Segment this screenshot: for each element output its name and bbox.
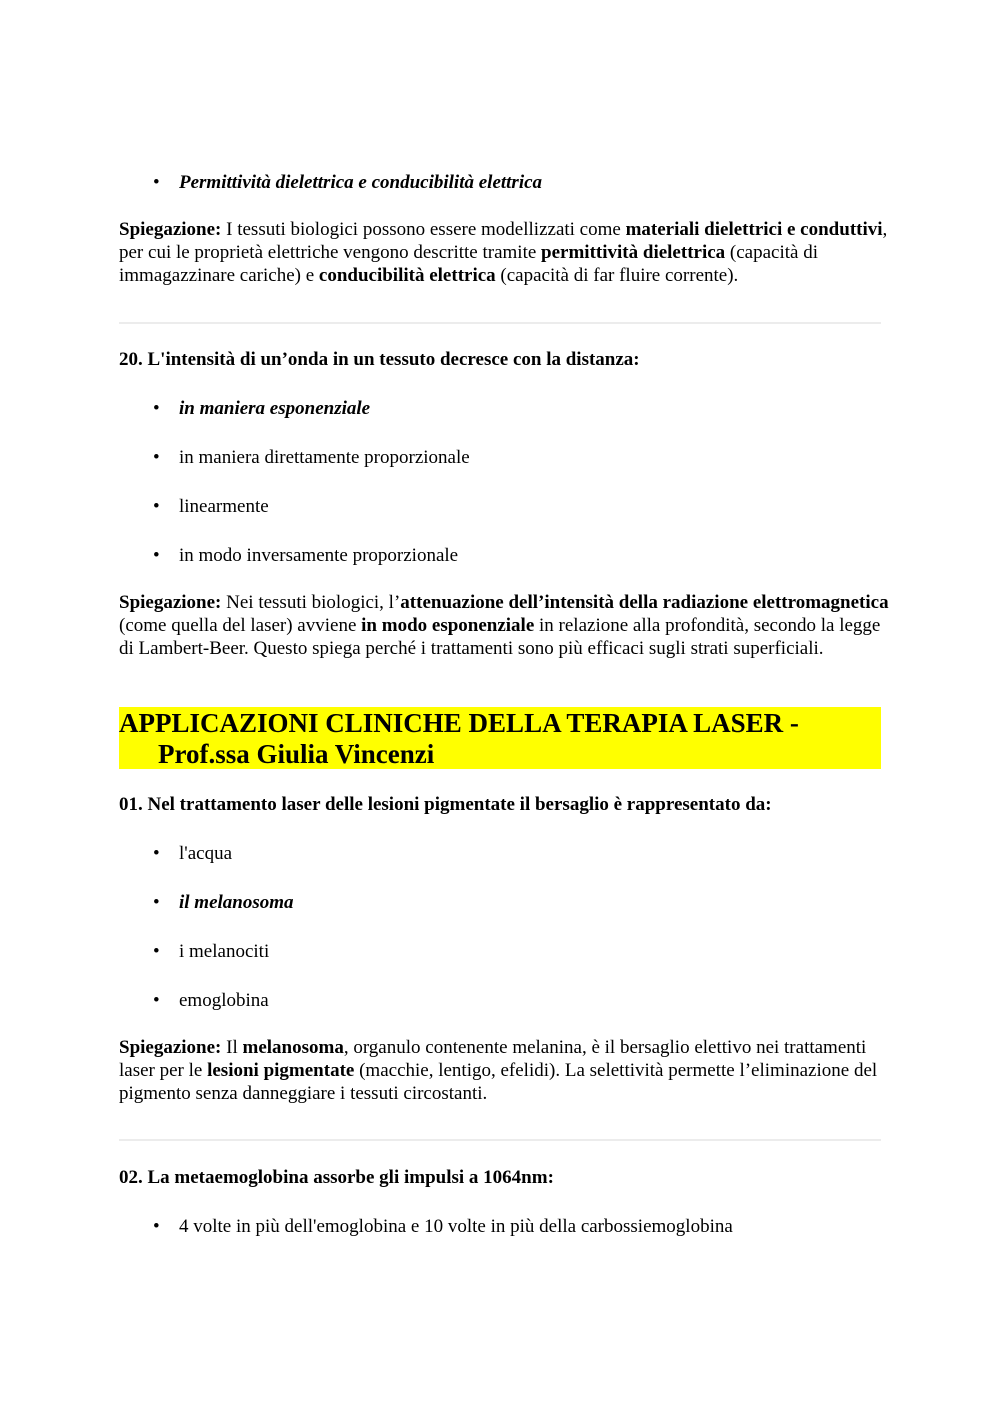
list-bullet: • [153, 892, 160, 913]
explanation-bold: materiali dielettrici e conduttivi [625, 219, 883, 240]
explanation-text: (come quella del laser) avviene [119, 615, 362, 636]
list-bullet: • [153, 990, 160, 1011]
answer-option: linearmente [179, 496, 269, 517]
explanation-bold: permittività dielettrica [541, 242, 726, 263]
explanation-paragraph [119, 1036, 889, 1105]
list-bullet: • [153, 545, 160, 566]
explanation-bold: melanosoma [242, 1037, 344, 1058]
section-subtitle: Prof.ssa Giulia Vincenzi [158, 739, 435, 769]
answer-option: l'acqua [179, 843, 233, 864]
list-bullet: • [153, 172, 160, 193]
explanation-bold: lesioni pigmentate [207, 1060, 355, 1081]
explanation-text: in relazione alla profondità, secondo la legge di Lambert-Beer. Questo spiega perché i trattamenti sono più efficaci sugli strati superficiali. [119, 615, 881, 659]
question-heading: 01. Nel trattamento laser delle lesioni pigmentate il bersaglio è rappresentato da: [119, 794, 772, 815]
correct-option: in maniera esponenziale [179, 398, 371, 419]
horizontal-rule [119, 1139, 881, 1141]
list-bullet: • [153, 447, 160, 468]
correct-option: Permittività dielettrica e conducibilità elettrica [179, 172, 543, 193]
answer-option: 4 volte in più dell'emoglobina e 10 volte in più della carbossiemoglobina [179, 1216, 733, 1237]
list-bullet: • [153, 398, 160, 419]
explanation-bold: in modo esponenziale [361, 615, 535, 636]
list-bullet: • [153, 496, 160, 517]
question-heading: 20. L'intensità di un’onda in un tessuto decresce con la distanza: [119, 349, 640, 370]
explanation-text: Nei tessuti biologici, l’ [221, 592, 401, 613]
explanation-text: (macchie, lentigo, efelidi). La selettività permette l’eliminazione del pigmento senza danneggiare i tessuti circostanti. [119, 1060, 878, 1104]
explanation-text: , organulo contenente melanina, è il bersaglio elettivo nei trattamenti laser per le [119, 1037, 867, 1081]
explanation-bold: conducibilità elettrica [318, 265, 496, 286]
list-bullet: • [153, 1216, 160, 1237]
answer-option: i melanociti [179, 941, 270, 962]
explanation-text: I tessuti biologici possono essere modellizzati come [221, 219, 626, 240]
explanation-bold: attenuazione dell’intensità della radiazione elettromagnetica [400, 592, 889, 613]
explanation-text: , per cui le proprietà elettriche vengono descritte tramite [119, 219, 888, 263]
explanation-text: Il [221, 1037, 243, 1058]
explanation-label: Spiegazione: [119, 219, 222, 240]
explanation-text: (capacità di far fluire corrente). [495, 265, 739, 286]
explanation-label: Spiegazione: [119, 592, 222, 613]
list-bullet: • [153, 941, 160, 962]
answer-option: in modo inversamente proporzionale [179, 545, 459, 566]
explanation-text: (capacità di immagazzinare cariche) e [119, 242, 819, 286]
answer-option: emoglobina [179, 990, 269, 1011]
explanation-paragraph [119, 591, 889, 660]
horizontal-rule [119, 322, 881, 324]
list-bullet: • [153, 843, 160, 864]
section-title: APPLICAZIONI CLINICHE DELLA TERAPIA LASER - [119, 708, 799, 738]
question-heading: 02. La metaemoglobina assorbe gli impulsi a 1064nm: [119, 1167, 554, 1188]
correct-option: il melanosoma [179, 892, 294, 913]
explanation-paragraph [119, 218, 889, 287]
explanation-label: Spiegazione: [119, 1037, 222, 1058]
answer-option: in maniera direttamente proporzionale [179, 447, 470, 468]
